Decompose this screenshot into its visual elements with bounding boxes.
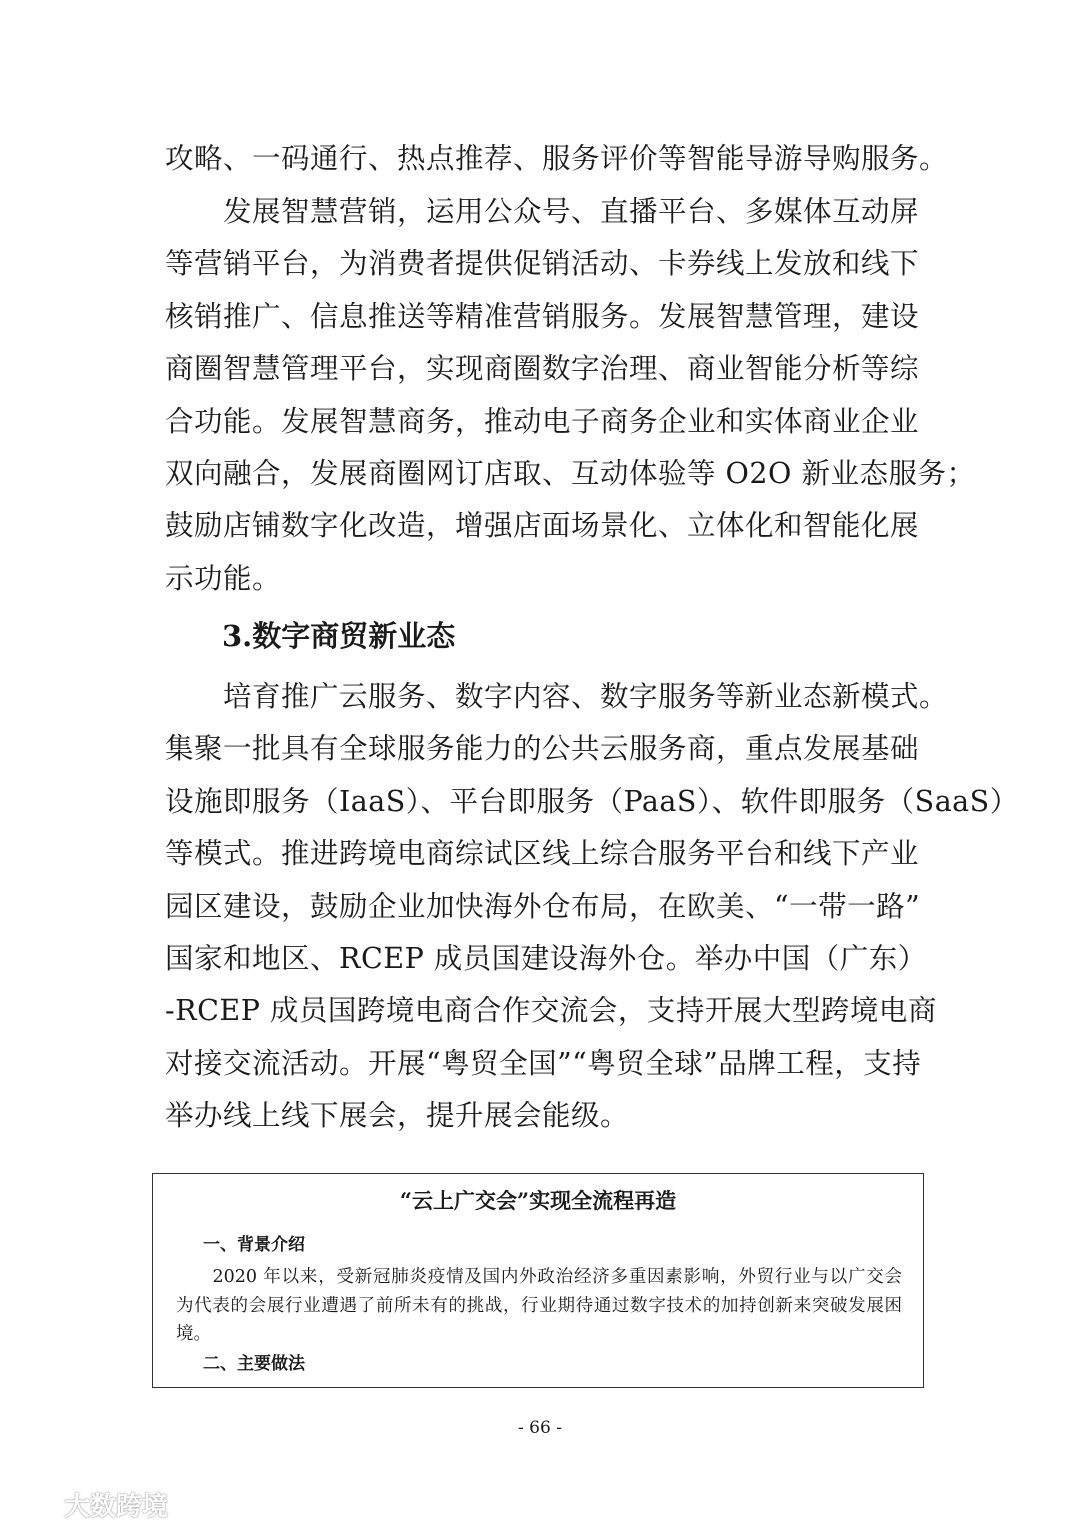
text-line: 等模式。推进跨境电商综试区线上综合服务平台和线下产业: [165, 837, 920, 871]
text-line: 等营销平台，为消费者提供促销活动、卡券线上发放和线下: [165, 247, 920, 281]
text-line: 攻略、一码通行、热点推荐、服务评价等智能导游导购服务。: [165, 142, 949, 175]
text-line: 发展智慧营销，运用公众号、直播平台、多媒体互动屏: [165, 195, 920, 228]
text-line: -RCEP 成员国跨境电商合作交流会，支持开展大型跨境电商: [165, 994, 937, 1028]
text-line: 设施即服务（IaaS）、平台即服务（PaaS）、软件即服务（SaaS）: [165, 784, 1019, 818]
case-section-heading: 二、主要做法: [203, 1354, 305, 1374]
text-line: 境。: [176, 1324, 211, 1345]
text-line: 举办线上线下展会，提升展会能级。: [165, 1099, 630, 1133]
paragraph-1: [165, 133, 949, 185]
text-line: 对接交流活动。开展“粤贸全国”“粤贸全球”品牌工程，支持: [165, 1046, 922, 1080]
text-line: 为代表的会展行业遭遇了前所未有的挑战，行业期待通过数字技术的加持创新来突破发展困: [176, 1295, 902, 1316]
cloud-logo-icon: [8, 1489, 60, 1521]
text-line: 商圈智慧管理平台，实现商圈数字治理、商业智能分析等综: [165, 352, 920, 386]
section-heading: 3.数字商贸新业态: [222, 619, 456, 653]
text-line: 园区建设，鼓励企业加快海外仓布局，在欧美、“一带一路”: [165, 889, 921, 923]
text-line: 鼓励店铺数字化改造，增强店面场景化、立体化和智能化展: [165, 509, 920, 543]
text-line: 双向融合，发展商圈网订店取、互动体验等 O2O 新业态服务；: [165, 457, 976, 491]
text-line: 示功能。: [165, 561, 282, 595]
watermark-text: 大数跨境: [64, 1492, 169, 1522]
page-number: - 66 -: [518, 1418, 562, 1438]
text-line: 核销推广、信息推送等精准营销服务。发展智慧管理，建设: [165, 299, 920, 333]
text-line: 合功能。发展智慧商务，推动电子商务企业和实体商业企业: [165, 404, 920, 438]
paragraph-3: [165, 671, 1019, 1143]
text-line: 2020 年以来，受新冠肺炎疫情及国内外政治经济多重因素影响，外贸行业与以广交会: [176, 1267, 902, 1287]
case-paragraph: [176, 1263, 902, 1349]
watermark: [8, 1486, 168, 1523]
case-study-box: [152, 1173, 924, 1388]
case-section-heading: 一、背景介绍: [203, 1235, 305, 1255]
text-line: 集聚一批具有全球服务能力的公共云服务商，重点发展基础: [165, 732, 920, 766]
text-line: 国家和地区、RCEP 成员国建设海外仓。举办中国（广东）: [165, 942, 927, 976]
text-line: 培育推广云服务、数字内容、数字服务等新业态新模式。: [165, 680, 949, 713]
paragraph-2: [165, 186, 976, 605]
case-title: “云上广交会”实现全流程再造: [399, 1188, 677, 1213]
